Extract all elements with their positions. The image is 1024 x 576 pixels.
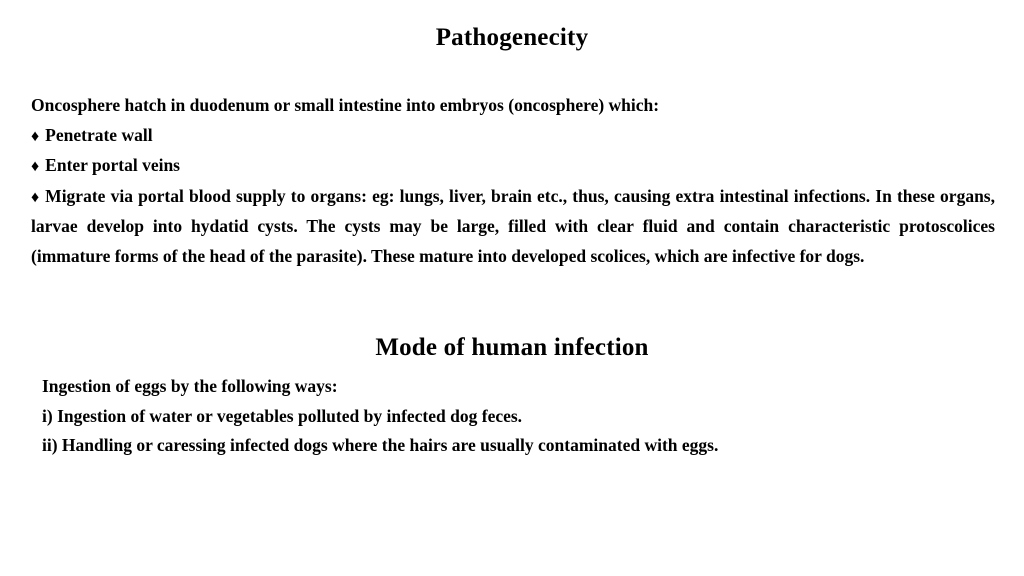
pathogenicity-heading: Pathogenecity bbox=[435, 24, 589, 51]
pathogenicity-intro: Oncosphere hatch in duodenum or small intestine into embryos (oncosphere) which: bbox=[31, 95, 660, 115]
bullet-text: Migrate via portal blood supply to organs: eg: lungs, liver, brain etc., thus, causing extra intestinal infections. In these organs, larvae develop into hydatid cysts. The cysts may be large, filled with clear fluid and contain characteristic protoscolices (immature forms of the head of the parasite). These mature into developed scolices, which are infective for dogs. bbox=[31, 185, 995, 266]
bullet-item bbox=[31, 151, 995, 182]
diamond-bullet-icon: ♦ bbox=[31, 127, 40, 145]
pathogenicity-section bbox=[31, 91, 995, 271]
diamond-bullet-icon: ♦ bbox=[31, 158, 40, 175]
infection-line: i) Ingestion of water or vegetables polluted by infected dog feces. bbox=[42, 405, 523, 426]
infection-line: Ingestion of eggs by the following ways: bbox=[42, 376, 338, 396]
infection-line: ii) Handling or caressing infected dogs where the hairs are usually contaminated with eggs. bbox=[42, 435, 719, 455]
bullet-text: Penetrate wall bbox=[45, 124, 153, 145]
infection-section bbox=[42, 372, 992, 461]
bullet-text: Enter portal veins bbox=[45, 155, 180, 175]
bullet-item bbox=[31, 121, 995, 152]
diamond-bullet-icon: ♦ bbox=[31, 188, 40, 206]
bullet-item bbox=[31, 182, 995, 272]
infection-heading: Mode of human infection bbox=[375, 334, 649, 361]
